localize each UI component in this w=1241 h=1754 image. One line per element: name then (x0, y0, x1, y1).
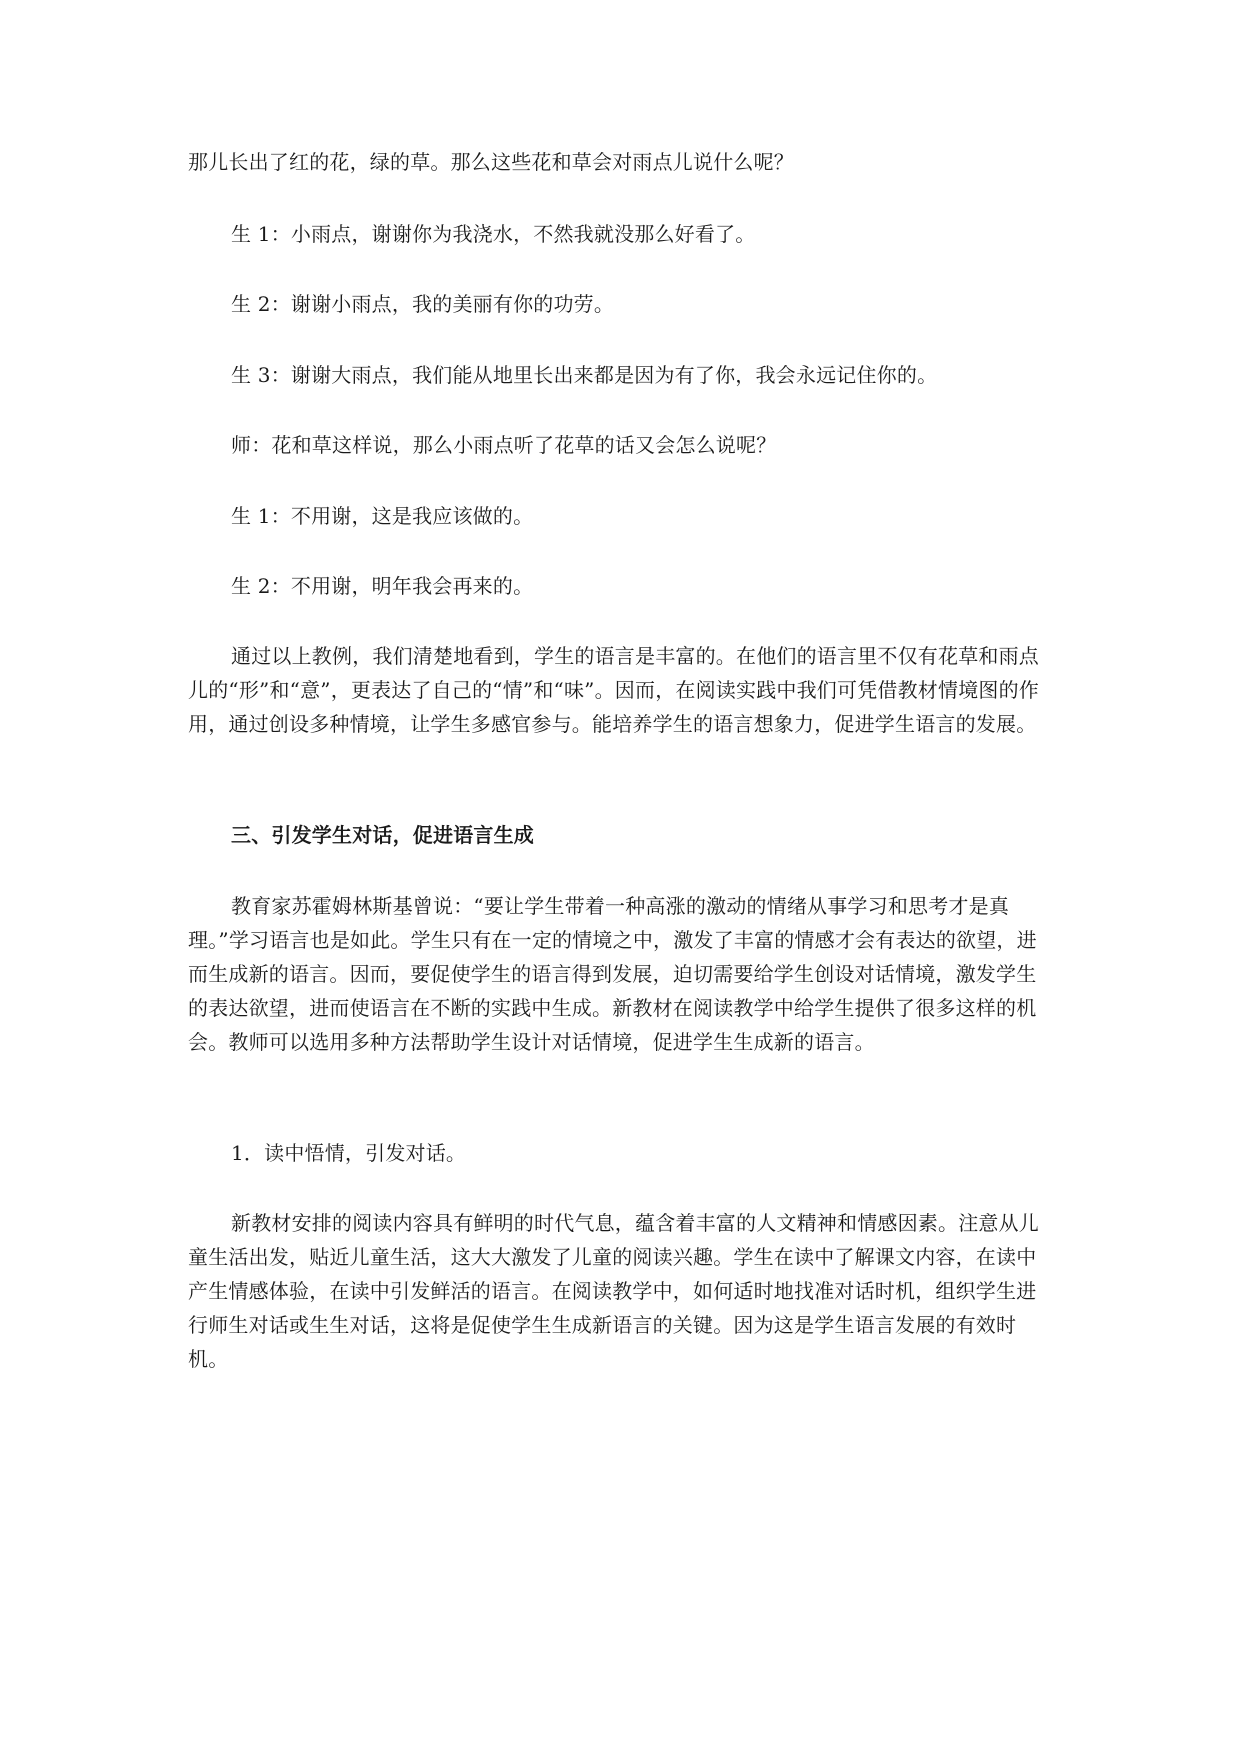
subsection-heading: 1．读中悟情，引发对话。 (231, 1141, 467, 1165)
dialogue-line-student-2-reply: 生 2：不用谢，明年我会再来的。 (231, 574, 534, 598)
body-paragraph-summary: 通过以上教例，我们清楚地看到，学生的语言是丰富的。在他们的语言里不仅有花草和雨点儿的“形”和“意”，更表达了自己的“情”和“味”。因而，在阅读实践中我们可凭借教材情境图的作用，通过创设多种情境，让学生多感官参与。能培养学生的语言想象力，促进学生语言的发展。 (188, 644, 1039, 736)
body-paragraph-section-intro: 教育家苏霍姆林斯基曾说：“要让学生带着一种高涨的激动的情绪从事学习和思考才是真理。”学习语言也是如此。学生只有在一定的情境之中，激发了丰富的情感才会有表达的欲望，进而生成新的语言。因而，要促使学生的语言得到发展，迫切需要给学生创设对话情境，激发学生的表达欲望，进而使语言在不断的实践中生成。新教材在阅读教学中给学生提供了很多这样的机会。教师可以选用多种方法帮助学生设计对话情境，促进学生生成新的语言。 (188, 894, 1037, 1054)
section-heading: 三、引发学生对话，促进语言生成 (231, 823, 534, 847)
dialogue-line-student-3: 生 3：谢谢大雨点，我们能从地里长出来都是因为有了你，我会永远记住你的。 (231, 363, 938, 387)
paragraph-continuation: 那儿长出了红的花，绿的草。那么这些花和草会对雨点儿说什么呢？ (188, 150, 794, 174)
dialogue-line-student-2: 生 2：谢谢小雨点，我的美丽有你的功劳。 (231, 292, 615, 316)
dialogue-line-student-1-reply: 生 1：不用谢，这是我应该做的。 (231, 504, 534, 528)
dialogue-line-teacher: 师：花和草这样说，那么小雨点听了花草的话又会怎么说呢？ (231, 433, 777, 457)
body-paragraph-subsection: 新教材安排的阅读内容具有鲜明的时代气息，蕴含着丰富的人文精神和情感因素。注意从儿童生活出发，贴近儿童生活，这大大激发了儿童的阅读兴趣。学生在读中了解课文内容，在读中产生情感体验，在读中引发鲜活的语言。在阅读教学中，如何适时地找准对话时机，组织学生进行师生对话或生生对话，这将是促使学生生成新语言的关键。因为这是学生语言发展的有效时机。 (188, 1211, 1039, 1371)
dialogue-line-student-1: 生 1：小雨点，谢谢你为我浇水，不然我就没那么好看了。 (231, 222, 756, 246)
